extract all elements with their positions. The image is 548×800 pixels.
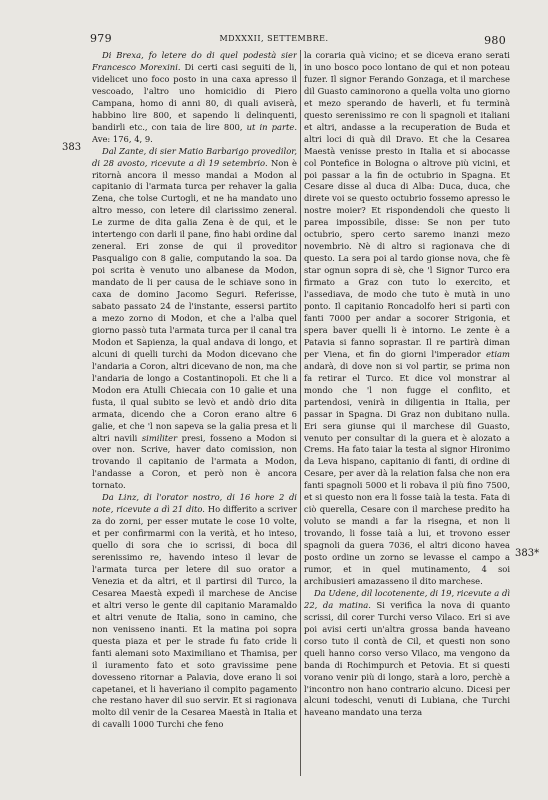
paragraph-text: andarà, di dove non si vol partir, se prima non fa retirar el Turco. Et dice vol monstrar al mondo che 'l non fugge el conflito, et partendosi, venirà in diligentia in Italia, per passar in Spagna. Di Graz non dubitano nulla. Eri sera giunse qui il marchese dil Guasto, venuto per consultar di la guera et è alozato a Crems. Ha fato taiar la testa al signor Hironimo da Leva hispano, capitanio di fanti, di ordine di Cesare, per aver dà la relation falsa che non era fanti spagnoli 5000 et li robava il più fino 7500, et si questo non era li fosse taià la testa. Fata di ciò querella, Cesare con il marchese predito ha voluto se mandi a far la risegna, et non li trovando, li fosse taià a lui, et trovono esser spagnoli da guera 7036, el altri dicono havea posto ordine un zorno se levasse el campo a rumor, et in quel mutinamento, 4 soi archibusieri amazasseno il dito marchese. (304, 360, 510, 586)
paragraph-heading: Dal Zante, di sier Matio Barbarigo provedilor, di 28 avosto, ricevute a dì 19 setembrio. (92, 145, 297, 168)
paragraph (92, 492, 297, 731)
paragraph (92, 50, 297, 146)
page-number-left: 979 (90, 32, 112, 45)
paragraph-text: Ave: 176, 4, 9. (92, 133, 153, 144)
paragraph-italic: etiam (486, 348, 510, 359)
paragraph-italic: similiter (141, 432, 178, 443)
margin-note-right: 383* (515, 548, 540, 559)
right-column (304, 50, 510, 776)
paragraph-text: Ho differito a scriver za do zorni, per esser mutate le cose 10 volte, et per confirmarmi con la verità, et ho inteso, quello di sora che io scrissi, di boca dil serenissimo re, havendo inteso il levar de l'armata turca per letere dil suo orator a Venezia et da altri, et il partirsi dil Turco, la Cesarea Maestà expedì il marchese de Ancise et altri verso le gente dil capitanio Maramaldo et altri venute de Italia, sono in camino, che non venisseno inanti. Et la matina poi sopra questa piaza et per le strade fu fato cride li fanti alemani soto Maximiliano et Thamisa, per il iuramento fato et soto gravissime pene dovesseno ritornar a Palavia, dove erano li soi capetanei, et li haveriano il compito pagamento che restano haver dil suo servir. Et si ragionava molto dil venir de la Cesarea Maestà in Italia et di cavalli 1000 Turchi che feno (92, 504, 297, 730)
paragraph-text: presi, fosseno a Modon si over non. Scrive, haver dato comission, non trovando il capitanio de l'armata a Modon, l'andasse a Coron, et però non è ancora tornato. (92, 432, 297, 491)
paragraph-text: Si verifica la nova di quanto scrissi, dil corer Turchi verso Vilaco. Eri si ave poi avisi certi un'altra grossa banda haveano corso tuto il contà de Cil, et questi non sono queli hanno corso verso Vilaco, ma vengono da banda di Rochimpurch et Petovia. Et si questi vorano venir più di longo, starà a loro, perchè a l'incontro non hano contrario alcuno. Dicesi per alcuni todeschi, venuti di Lubiana, che Turchi haveano mandato una terza (304, 599, 510, 718)
paragraph-text: Non è ritornà ancora il messo mandai a Modon al capitanio di l'armata turca per rehaver la galia Zena, che tolse Curtogli, et ne ha mandato uno altro messo, con letere dil clarissimo zeneral. Le zurme de dita galia Zena è de qui, et le intertengo con darli il pane, fino habi ordine dal zeneral. Eri zonse de qui il proveditor Pasqualigo con 8 galie, computando la soa. Da poi scrita è venuto uno albanese da Modon, mandato de li per causa de le schiave sono in caxa de domino Jacomo Seguri. Referisse, sabato passato 24 de l'instante, essersi partito a mezo zorno di Modon, et che a l'alba quel giorno passò tuta l'armata turca per il canal tra Modon et Sapienza, la qual andava di longo, et alcuni di quelli turchi da Modon dicevano che l'andaria a Coron, altri dicevano de non, ma che l'andaria de longo a Costantinopoli. Et che li a Modon era Atulli Chiecaia con 10 galie et una fusta, il qual subito se levò et andò drio dita armata, dicendo che a Coron erano altre 6 galie, et che 'l non sapeva se la galia presa et li altri navili (92, 157, 297, 443)
left-column (92, 50, 297, 776)
paragraph-heading: Da Udene, dil locotenente, di 19, ricevute a dì 22, da matina. (304, 587, 510, 610)
paragraph-text: Di certi casi seguiti de li, videlicet uno foco posto in una caxa apresso il vescoado, l'altro uno homicidio di Piero Campana, homo di anni 80, di quali aviserà, habbino lire 800, et sapendo li delinquenti, bandirli etc., con taia de lire 800, (92, 61, 297, 132)
running-title: MDXXXII, SETTEMBRE. (219, 34, 329, 43)
paragraph (304, 588, 510, 719)
paragraph (304, 50, 510, 588)
paragraph-italic: ut in parte. (246, 121, 297, 132)
page-number-right: 980 (484, 34, 506, 47)
column-divider (300, 50, 301, 776)
page-header (0, 30, 548, 46)
paragraph-text: la coraria quà vicino; et se diceva erano serati in uno bosco poco lontano de qui et non poteau fuzer. Il signor Ferando Gonzaga, et il marchese dil Guasto caminorono a quella volta uno giorno et mezo sperando de haverli, et fu terminà questo serenissimo re con li spagnoli et italiani et altri, andasse a la recuperation de Buda et altri loci di quà dil Dravo. Et che la Cesarea Maestà venisse presto in Italia et si abocasse col Pontefice in Bologna o altrove più vicini, et poi passar a la fin de octubrio in Spagna. Et Cesare disse al duca di Alba: Duca, duca, che direte voi se questo octubrio fossemo apresso le nostre moier? Et rispondendoli che questo li parea impossibile, disse: Se non per tuto octubrio, spero certo saremo inanzi mezo novembrio. Nè di altro si ragionava che di questo. La sera poi al tardo gionse nova, che fè star ognun sopra di sè, che 'l Signor Turco era firmato a Graz con tuto lo exercito, et l'assediava, de modo che tuto è mutà in uno ponto. Il capitanio Roncadolfo heri si partì con fanti 7000 per andar a socorer Strigonia, et spera baver quelli li è intorno. Le zente è a Patavia si fanno soprastar. Il re partirà diman per Viena, et fin do giorni l'imperador (304, 50, 510, 359)
paragraph-heading: Da Linz, di l'orator nostro, di 16 hore 2 di note, ricevute a dì 21 dito. (92, 492, 297, 515)
paragraph (92, 146, 297, 493)
margin-note-left: 383 (62, 142, 82, 153)
paragraph-heading: Di Brexa, fo letere do di quel podestà sier Francesco Morexini. (92, 50, 297, 72)
